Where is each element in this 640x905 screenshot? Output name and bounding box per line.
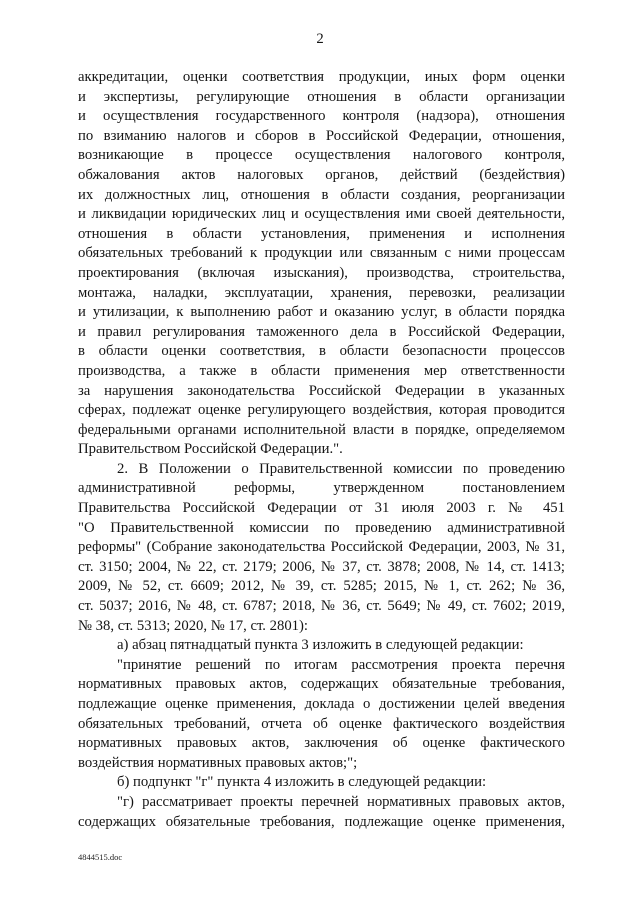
subitem-b [78,773,565,793]
text-line: б) подпункт "г" пункта 4 изложить в следующей редакции: [117,774,487,791]
text-line: их должностных лиц, отношения в области создания, реорганизации [78,186,565,203]
paragraph-continued [78,68,565,460]
text-line: федеральными органами исполнительной власти в порядке, определяемом [78,421,565,438]
text-line: проектирования (включая изыскания), производства, строительства, [78,264,565,281]
text-line: обязательных требований, отчета об оценке фактического воздействия [78,715,565,732]
text-line: и ликвидации юридических лиц и осуществления ими своей деятельности, [78,206,565,223]
text-line: ст. 3150; 2004, № 22, ст. 2179; 2006, № 37, ст. 3878; 2008, № 14, ст. 1413; [78,558,565,575]
text-line: "г) рассматривает проекты перечней нормативных правовых актов, [117,793,565,810]
text-line: 2. В Положении о Правительственной комиссии по проведению [117,460,565,477]
text-line: и утилизации, к выполнению работ и оказанию услуг, в области порядка [78,304,565,321]
file-name-footer: 4844515.doc [78,852,123,862]
text-line: и экспертизы, регулирующие отношения в области организации [78,88,565,105]
text-line: и правил регулирования таможенного дела в Российской Федерации, [78,323,565,340]
text-line: по взиманию налогов и сборов в Российской Федерации, отношения, [78,127,565,144]
text-line: реформы" (Собрание законодательства Российской Федерации, 2003, № 31, [78,539,565,556]
text-line: возникающие в процессе осуществления налогового контроля, [78,147,565,164]
text-line: а) абзац пятнадцатый пункта 3 изложить в следующей редакции: [117,637,524,654]
text-line: Правительства Российской Федерации от 31 июля 2003 г. № 451 [78,500,565,517]
subitem-a-text [78,656,565,774]
text-line: 2009, № 52, ст. 6609; 2012, № 39, ст. 5285; 2015, № 1, ст. 262; № 36, [78,578,565,595]
text-line: в области оценки соответствия, в области безопасности процессов [78,343,565,360]
text-line: ст. 5037; 2016, № 48, ст. 6787; 2018, № 36, ст. 5649; № 49, ст. 7602; 2019, [78,598,565,615]
text-line: производства, а также в области применения мер ответственности [78,362,565,379]
text-line: административной реформы, утвержденном постановлением [78,480,565,497]
subitem-b-text [78,793,565,832]
text-line: подлежащие оценке применения, доклада о достижении целей введения [78,696,565,712]
text-line: аккредитации, оценки соответствия продукции, иных форм оценки [78,69,565,85]
text-line: монтажа, наладки, эксплуатации, хранения, перевозки, реализации [78,284,565,301]
paragraph-item-2 [78,460,565,636]
text-line: нормативных правовых актов, содержащих обязательные требования, [78,676,565,693]
text-line: "О Правительственной комиссии по проведению административной [78,519,565,536]
text-line: и осуществления государственного контроля (надзора), отношения [78,108,565,125]
text-line: нормативных правовых актов, заключения об оценке фактического [78,735,565,752]
page-number: 2 [316,31,324,47]
text-line: № 38, ст. 5313; 2020, № 17, ст. 2801): [78,617,308,634]
text-line: "принятие решений по итогам рассмотрения проекта перечня [117,656,565,673]
text-line: Правительством Российской Федерации.". [78,441,343,458]
subitem-a [78,636,565,656]
text-line: обязательных требований к продукции или связанным с ними процессам [78,245,565,262]
document-body [78,68,565,832]
text-line: за нарушения законодательства Российской Федерации в указанных [78,382,565,399]
text-line: сферах, подлежат оценке регулирующего воздействия, которая проводится [78,402,565,419]
text-line: содержащих обязательные требования, подлежащие оценке применения, [78,813,565,830]
text-line: обжалования актов налоговых органов, действий (бездействия) [78,166,565,183]
text-line: отношения в области установления, применения и исполнения [78,225,565,242]
text-line: воздействия нормативных правовых актов;"; [78,754,358,771]
